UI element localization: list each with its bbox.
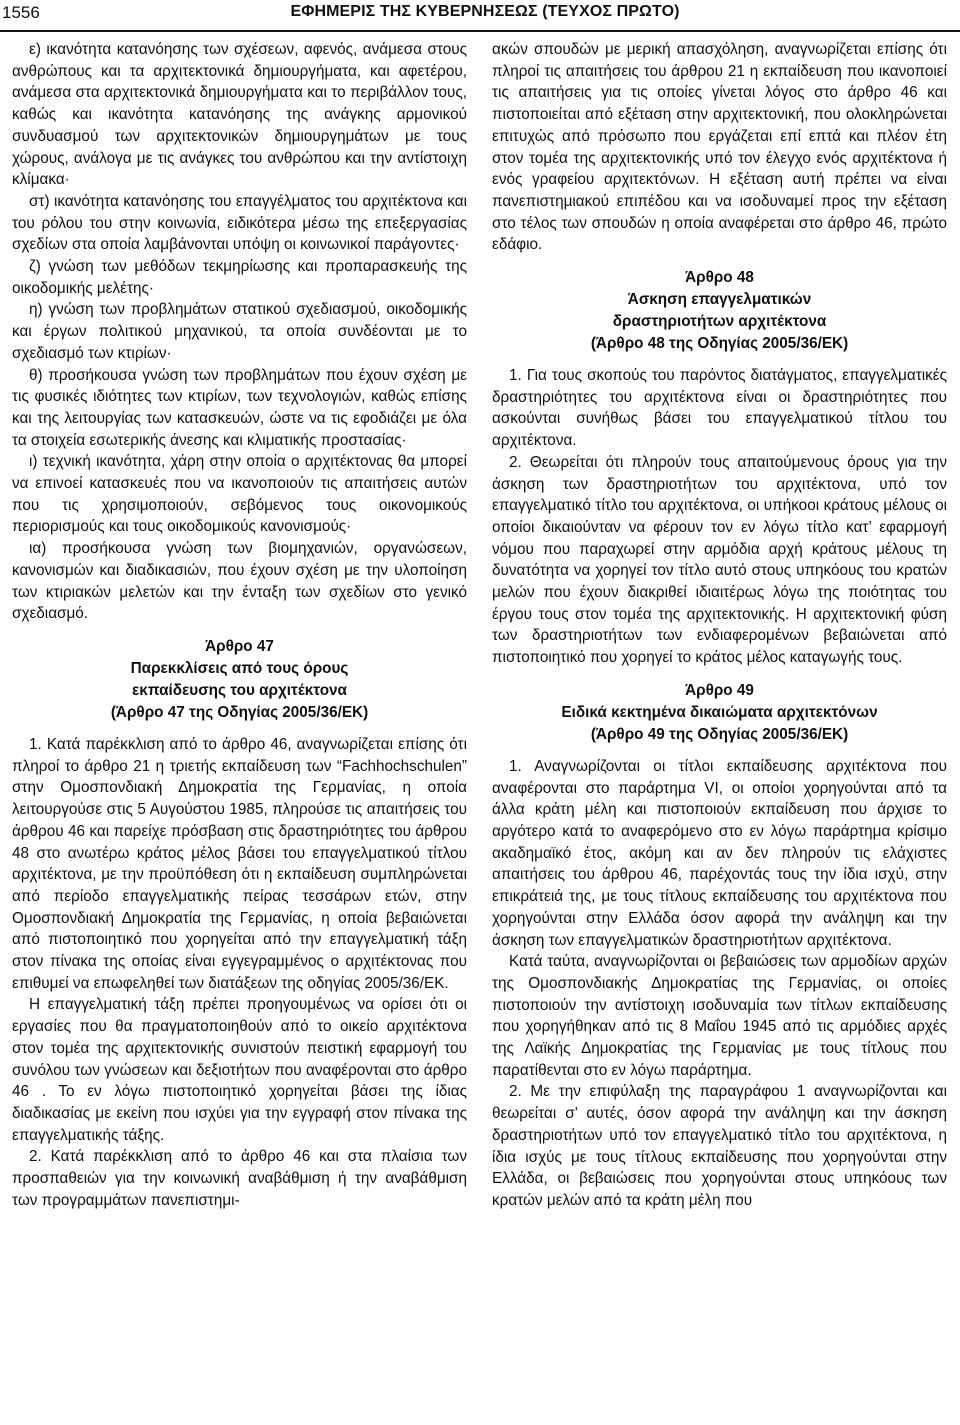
paragraph: ζ) γνώση των μεθόδων τεκμηρίωσης και προπαρασκευής της οικοδομικής μελέτης·	[12, 258, 467, 297]
paragraph: 2. Κατά παρέκκλιση από το άρθρο 46 και στα πλαίσια των προσπαθειών για την κοινωνική αναβάθμιση ή την αναβάθμιση των προγραμμάτων πανεπιστημι-	[12, 1148, 467, 1209]
article-title: Άσκηση επαγγελματικών	[627, 291, 812, 309]
paragraph: Η επαγγελματική τάξη πρέπει προηγουμένως να ορίσει ότι οι εργασίες που θα πραγματοποιηθούν από το οικείο αρχιτέκτονα στον τομέα της αρχιτεκτονικής συνιστούν πειστική εφαρμογή του συνόλου των γνώσεων και δεξιοτήτων που αναφέρονται στο άρθρο 46 . Το εν λόγω πιστοποιητικό χορηγείται βάσει της ίδιας διαδικασίας με εκείνη που ισχύει για την εγγραφή στον πίνακα της επαγγελματικής τάξης.	[12, 996, 467, 1144]
article-number: Άρθρο 48	[685, 269, 754, 287]
header-divider	[0, 30, 960, 32]
gazette-title: ΕΦΗΜΕΡΙΣ ΤΗΣ ΚΥΒΕΡΝΗΣΕΩΣ (ΤΕΥΧΟΣ ΠΡΩΤΟ)	[290, 3, 680, 20]
paragraph: 1. Κατά παρέκκλιση από το άρθρο 46, αναγνωρίζεται επίσης ότι πληροί το άρθρο 21 η τριετής εκπαίδευση των “Fachhochschulen” στην Ομοσπονδιακή Δημοκρατία της Γερμανίας, η οποία λειτουργούσε στις 5 Αυγούστου 1985, πληρούσε τις απαιτήσεις του άρθρου 46 και παρείχε πρόσβαση στις δραστηριότητες του άρθρου 48 στο ανωτέρω κράτος μέλος βάσει του επαγγελματικού τίτλου αρχιτέκτονα, με την προϋπόθεση ότι η εκπαίδευση συμπληρώνεται από περίοδο επαγγελματικής πείρας τεσσάρων ετών, στην Ομοσπονδιακή Δημοκρατία της Γερμανίας, η οποία βεβαιώνεται από πιστοποιητικό που χορηγείται από την επαγγελματική τάξη στον πίνακα της οποίας είναι εγγεγραμμένος ο αρχιτέκτονας που επιθυμεί να επωφεληθεί των διατάξεων της οδηγίας 2005/36/ΕΚ.	[12, 735, 467, 992]
paragraph: ια) προσήκουσα γνώση των βιομηχανιών, οργανώσεων, κανονισμών και διαδικασιών, που έχουν σχέση με την υλοποίηση των κτιριακών μελετών και την ένταξη των σχεδίων στο γενικό σχεδιασμό.	[12, 540, 467, 623]
article-title: εκπαίδευσης του αρχιτέκτονα	[132, 681, 347, 699]
article-number: Άρθρο 49	[685, 681, 754, 699]
page-number: 1556	[2, 3, 40, 22]
article-title: Παρεκκλίσεις από τους όρους	[130, 659, 349, 677]
article-title: δραστηριοτήτων αρχιτέκτονα	[612, 313, 827, 331]
paragraph: ακών σπουδών με μερική απασχόληση, αναγνωρίζεται επίσης ότι πληροί τις απαιτήσεις του άρθρου 21 η εκπαίδευση που ικανοποιεί τις απαιτήσεις για τις οποίες γίνεται λόγος στο άρθρο 46 και πιστοποιείται από εξέταση στην αρχιτεκτονική, που ολοκληρώνεται επιτυχώς από πρόσωπο που εργάζεται επί επτά και πλέον έτη στον τομέα της αρχιτεκτονικής υπό τον έλεγχο ενός αρχιτέκτονα ή ενός γραφείου αρχιτεκτόνων. Η εξέταση αυτή πρέπει να είναι πανεπιστημιακού επιπέδου και να ισοδυναμεί προς την εξέταση στο τέλος των σπουδών η οποία αναφέρεται στο άρθρο 46, πρώτο εδάφιο.	[492, 41, 947, 254]
article-reference: (Άρθρο 49 της Οδηγίας 2005/36/ΕΚ)	[590, 725, 849, 743]
article-47-heading	[12, 636, 467, 724]
paragraph: θ) προσήκουσα γνώση των προβλημάτων που έχουν σχέση με τις φυσικές ιδιότητες των κτιρίων, των τεχνολογιών, καθώς επίσης και της λειτουργίας των κατασκευών, ώστε να τις εφοδιάζει με όλα τα στοιχεία εσωτερικής άνεσης και κλιματικής προστασίας·	[12, 366, 467, 449]
paragraph: στ) ικανότητα κατανόησης του επαγγέλματος του αρχιτέκτονα και του ρόλου του στην κοινωνία, ειδικότερα μέσω της επεξεργασίας σχεδίων στα οποία λαμβάνονται υπόψη οι κοινωνικοί παράγοντες·	[12, 192, 467, 254]
article-title: Ειδικά κεκτημένα δικαιώματα αρχιτεκτόνων	[561, 703, 878, 721]
article-reference: (Άρθρο 47 της Οδηγίας 2005/36/ΕΚ)	[110, 703, 369, 721]
paragraph: 2. Με την επιφύλαξη της παραγράφου 1 αναγνωρίζονται και θεωρείται σ’ αυτές, όσον αφορά την ανάληψη και την άσκηση δραστηριοτήτων υπό τον επαγγελματικό τίτλο του αρχιτέκτονα, η ίδια ισχύς με τους τίτλους εκπαίδευσης που χορηγούνται στην Ελλάδα, οι βεβαιώσεις που χορηγούνται στους υπηκόους των κρατών μελών από τα κράτη μέλη που	[492, 1083, 947, 1209]
page-header	[0, 0, 960, 34]
paragraph: η) γνώση των προβλημάτων στατικού σχεδιασμού, οικοδομικής και έργων πολιτικού μηχανικού, τα οποία συνδέονται με το σχεδιασμό των κτιρίων·	[12, 301, 467, 362]
paragraph: ι) τεχνική ικανότητα, χάρη στην οποία ο αρχιτέκτονας θα μπορεί να επινοεί κατασκευές που να ικανοποιούν τις απαιτήσεις αυτών που τις χρησιμοποιούν, σεβόμενος τους οικονομικούς περιορισμούς και τους οικοδομικούς κανονισμούς·	[12, 453, 467, 536]
article-48-heading	[492, 267, 947, 355]
paragraph: 1. Για τους σκοπούς του παρόντος διατάγματος, επαγγελματικές δραστηριότητες του αρχιτέκτονα είναι οι δραστηριότητες που ασκούνται συνήθως βάσει του επαγγελματικού τίτλου του αρχιτέκτονα.	[492, 367, 947, 450]
paragraph: 2. Θεωρείται ότι πληρούν τους απαιτούμενους όρους για την άσκηση των δραστηριοτήτων του αρχιτέκτονα, υπό τον επαγγελματικό τίτλο του αρχιτέκτονα, οι υπήκοοι κράτους μέλους οι οποίοι δικαιούνταν να φέρουν τον εν λόγω τίτλο κατ’ εφαρμογή νόμου που παραχωρεί στην αρμόδια αρχή κράτους μέλους τη δυνατότητα να χορηγεί τον τίτλο αυτό στους υπηκόους του κρατών μελών που έχουν διακριθεί ιδιαιτέρως λόγω της ποιότητας του έργου τους στον τομέα της αρχιτεκτονικής. Η αρχιτεκτονική φύση των δραστηριοτήτων των ενδιαφερομένων βεβαιώνεται από πιστοποιητικό που χορηγεί το κράτος μέλος καταγωγής τους.	[492, 453, 947, 667]
paragraph: Κατά ταύτα, αναγνωρίζονται οι βεβαιώσεις των αρμοδίων αρχών της Ομοσπονδιακής Δημοκρατίας της Γερμανίας, οι οποίες πιστοποιούν την αντίστοιχη ισοδυναμία των τίτλων εκπαίδευσης που χορηγήθηκαν από τις 8 Μαΐου 1945 από τις αρμόδιες αρχές της Λαϊκής Δημοκρατίας της Γερμανίας με τους τίτλους που παρατίθενται στο εν λόγω παράρτημα.	[492, 953, 947, 1079]
article-49-heading	[492, 680, 947, 746]
right-column	[492, 39, 947, 1212]
article-reference: (Άρθρο 48 της Οδηγίας 2005/36/ΕΚ)	[590, 335, 849, 353]
paragraph: 1. Αναγνωρίζονται οι τίτλοι εκπαίδευσης αρχιτέκτονα που αναφέρονται στο παράρτημα VI, οι οποίοι χορηγούνται από τα άλλα κράτη μέλη και πιστοποιούν εκπαίδευση που άρχισε το αργότερο κατά το αναφερόμενο στο εν λόγω παράρτημα κρίσιμο ακαδημαϊκό έτος, ακόμη και αν δεν πληρούν τις ελάχιστες απαιτήσεις του άρθρου 46, παρέχοντάς τους την ίδια ισχύ, στην επικράτειά της, με τους τίτλους εκπαίδευσης του αρχιτέκτονα που χορηγούνται στην Ελλάδα όσον αφορά την ανάληψη και την άσκηση των επαγγελματικών δραστηριοτήτων αρχιτέκτονα.	[492, 757, 947, 949]
paragraph: ε) ικανότητα κατανόησης των σχέσεων, αφενός, ανάμεσα στους ανθρώπους και τα αρχιτεκτονικά δημιουργήματα, και αφετέρου, ανάμεσα στα αρχιτεκτονικά δημιουργήματα και το περιβάλλον τους, καθώς και ικανότητα κατανόησης της ανάγκης αρμονικού συνδυασμού των αρχιτεκτονικών δημιουργημάτων με τους χώρους, ανάλογα με τις ανάγκες του ανθρώπου και την αντίστοιχη κλίμακα·	[12, 41, 467, 189]
left-column	[12, 39, 467, 1211]
article-number: Άρθρο 47	[205, 637, 274, 655]
